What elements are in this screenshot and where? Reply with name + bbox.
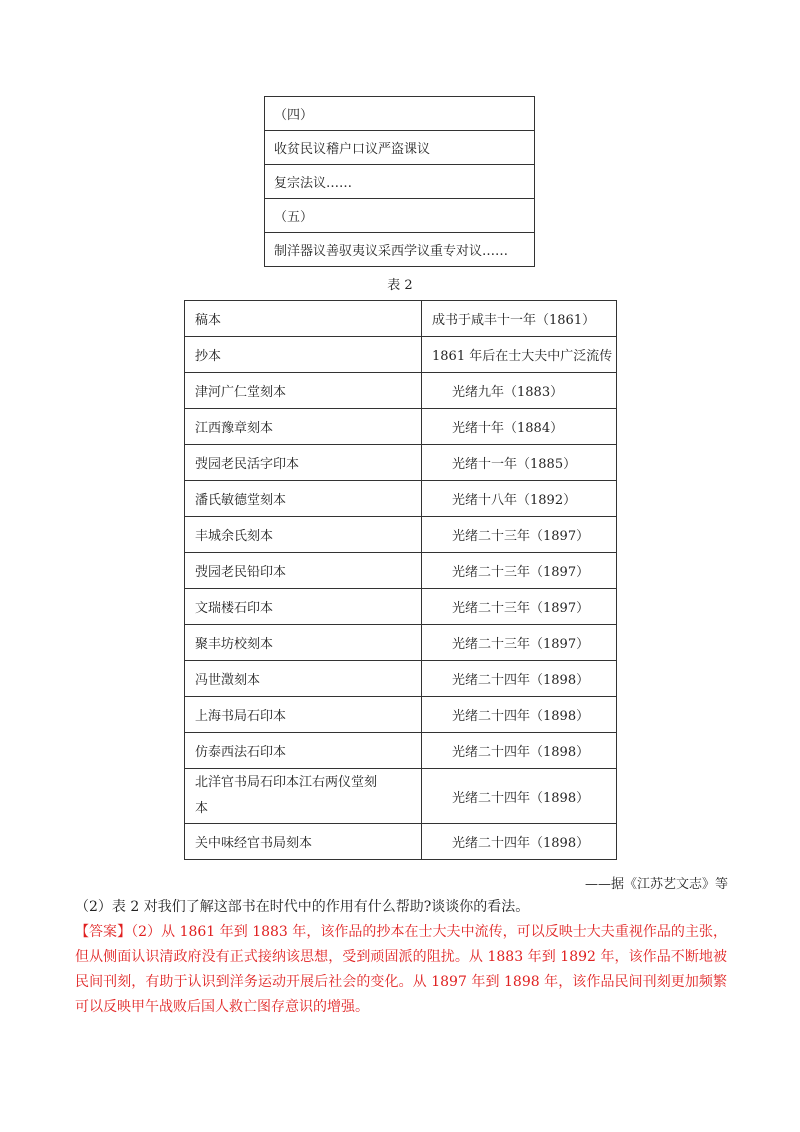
edition-cell: 关中味经官书局刻本 — [185, 824, 422, 860]
edition-cell: 仿泰西法石印本 — [185, 733, 422, 769]
table-row — [185, 337, 617, 373]
table-row — [265, 165, 535, 199]
table-row — [185, 301, 617, 337]
time-cell: 光绪二十四年（1898） — [422, 697, 617, 733]
time-cell: 光绪九年（1883） — [422, 373, 617, 409]
table-cell: 制洋器议善驭夷议采西学议重专对议…… — [265, 233, 535, 267]
source-citation: ——据《江苏艺文志》等 — [584, 877, 728, 892]
table-row — [185, 625, 617, 661]
table-row — [185, 481, 617, 517]
time-cell: 光绪二十四年（1898） — [422, 824, 617, 860]
table-row — [185, 697, 617, 733]
time-cell: 光绪二十四年（1898） — [422, 733, 617, 769]
time-cell: 光绪二十四年（1898） — [422, 769, 617, 824]
time-cell: 光绪十八年（1892） — [422, 481, 617, 517]
table-row — [265, 199, 535, 233]
time-cell: 1861 年后在士大夫中广泛流传 — [422, 337, 617, 373]
time-cell: 光绪二十三年（1897） — [422, 553, 617, 589]
time-cell: 光绪二十三年（1897） — [422, 589, 617, 625]
edition-cell: 上海书局石印本 — [185, 697, 422, 733]
table-row — [185, 553, 617, 589]
table-cell: （四） — [265, 97, 535, 131]
edition-cell: 弢园老民铅印本 — [185, 553, 422, 589]
edition-cell: 潘氏敏德堂刻本 — [185, 481, 422, 517]
edition-cell — [185, 769, 422, 824]
table-row — [265, 131, 535, 165]
edition-line: 北洋官书局石印本江右两仪堂刻 — [195, 775, 378, 790]
edition-cell: 文瑞楼石印本 — [185, 589, 422, 625]
time-cell: 成书于咸丰十一年（1861） — [422, 301, 617, 337]
table-row — [185, 661, 617, 697]
table-row — [265, 97, 535, 131]
edition-cell: 江西豫章刻本 — [185, 409, 422, 445]
question-text: （2）表 2 对我们了解这部书在时代中的作用有什么帮助?谈谈你的看法。 — [75, 899, 530, 915]
time-cell: 光绪十年（1884） — [422, 409, 617, 445]
table-2-caption: 表 2 — [387, 278, 413, 293]
table-row — [185, 824, 617, 860]
table-row — [185, 445, 617, 481]
edition-cell: 稿本 — [185, 301, 422, 337]
table-row — [185, 589, 617, 625]
time-cell: 光绪二十四年（1898） — [422, 661, 617, 697]
table-1 — [264, 96, 535, 267]
table-2 — [184, 300, 617, 860]
time-cell: 光绪十一年（1885） — [422, 445, 617, 481]
table-row — [265, 233, 535, 267]
table-row — [185, 409, 617, 445]
time-cell: 光绪二十三年（1897） — [422, 625, 617, 661]
edition-cell: 津河广仁堂刻本 — [185, 373, 422, 409]
table-row — [185, 769, 617, 824]
edition-cell: 聚丰坊校刻本 — [185, 625, 422, 661]
table-row — [185, 517, 617, 553]
table-row — [185, 733, 617, 769]
edition-cell: 弢园老民活字印本 — [185, 445, 422, 481]
edition-cell: 丰城余氏刻本 — [185, 517, 422, 553]
time-cell: 光绪二十三年（1897） — [422, 517, 617, 553]
edition-cell: 冯世澂刻本 — [185, 661, 422, 697]
table-cell: 复宗法议…… — [265, 165, 535, 199]
table-cell: （五） — [265, 199, 535, 233]
edition-line: 本 — [195, 801, 209, 816]
table-row — [185, 373, 617, 409]
answer-text: 【答案】（2）从 1861 年到 1883 年，该作品的抄本在士大夫中流传，可以反映士大夫重视作品的主张，但从侧面认识清政府没有正式接纳该思想，受到顽固派的阻扰。从 1883 年到 1892 年，该作品不断地被民间刊刻，有助于认识到洋务运动开展后社会的变化。从 1897 年到 1898 年，该作品民间刊刻更加频繁可以反映甲午战败后国人救亡图存意识的增强。 — [75, 924, 727, 1015]
edition-cell: 抄本 — [185, 337, 422, 373]
table-cell: 收贫民议稽户口议严盗课议 — [265, 131, 535, 165]
